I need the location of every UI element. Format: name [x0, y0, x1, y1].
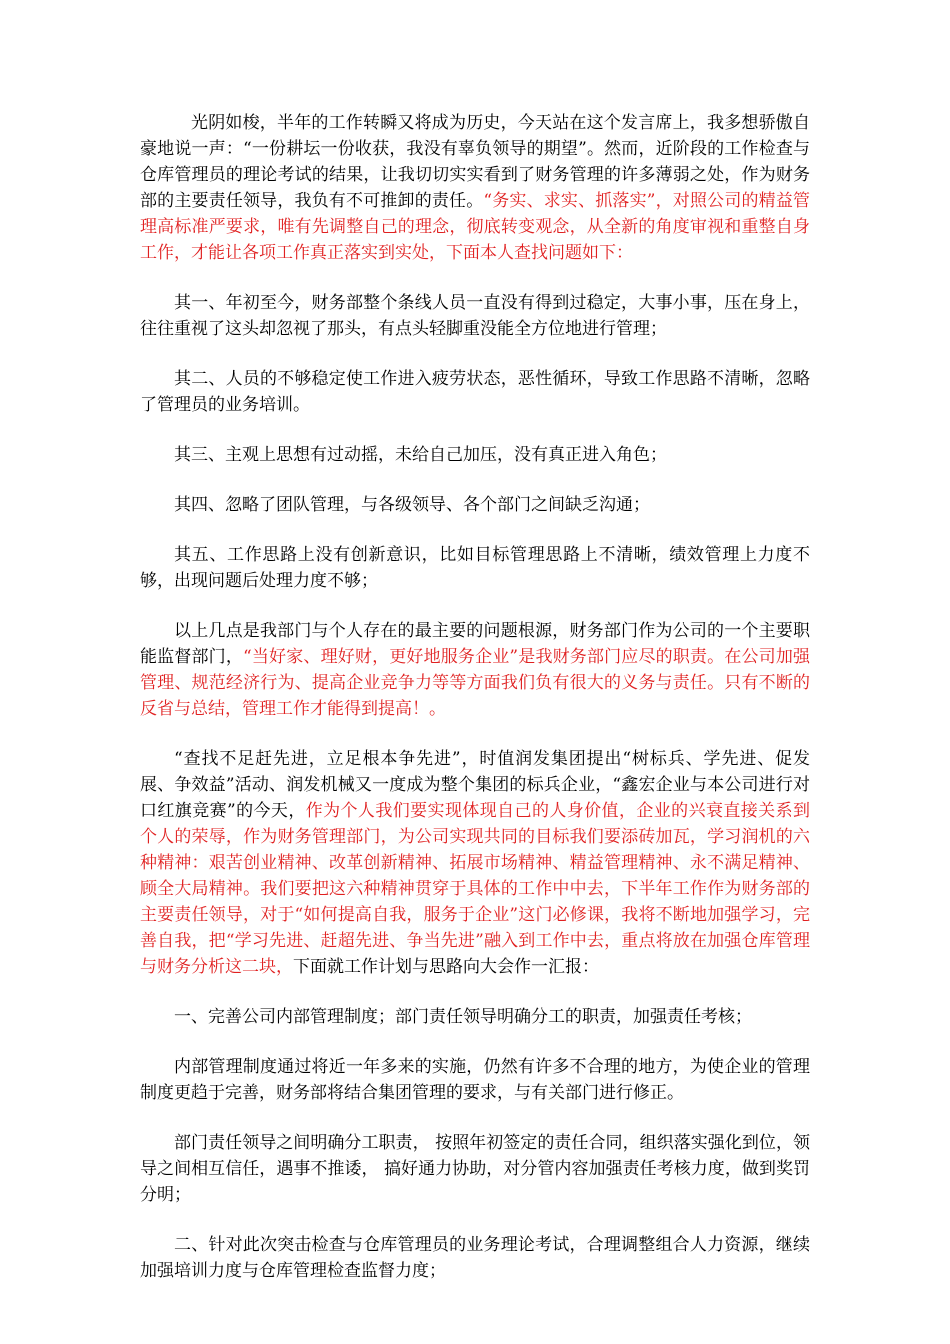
paragraph-issue-5 [140, 542, 810, 594]
text-segment: 部门责任领导之间明确分工职责， 按照年初签定的责任合同，组织落实强化到位，领导之间相互信任，遇事不推诿， 搞好通力协助，对分管内容加强责任考核力度，做到奖罚分明； [140, 1133, 810, 1205]
highlighted-text-segment: “当好家、理好财，更好地服务企业”是我财务部门应尽的职责。在公司加强管理、规范经济行为、提高企业竞争力等等方面我们负有很大的义务与责任。只有不断的反省与总结，管理工作才能得到提高！。 [140, 647, 811, 719]
text-segment: 一、完善公司内部管理制度；部门责任领导明确分工的职责，加强责任考核； [174, 1007, 752, 1027]
paragraph-plan-1b [140, 1130, 810, 1208]
paragraph-issue-3 [140, 442, 810, 468]
text-segment: “查找不足赶先进，立足根本争先进”，时值润发集团提出“树标兵、学先进、促发展、争效益”活动、润发机械又一度成为整个集团的标兵企业，“鑫宏企业与本公司进行对口红旗竞赛”的今天， [140, 749, 810, 821]
text-segment: 光阴如梭，半年的工作转瞬又将成为历史，今天站在这个发言席上，我多想骄傲自豪地说一声：“一份耕坛一份收获，我没有辜负领导的期望”。然而，近阶段的工作检查与仓库管理员的理论考试的结果，让我切切实实看到了财务管理的许多薄弱之处，作为财务部的主要责任领导，我负有不可推卸的责任。 [140, 113, 810, 211]
text-segment: 其三、主观上思想有过动摇，未给自己加压，没有真正进入角色； [174, 445, 667, 465]
paragraph-issue-2 [140, 366, 810, 418]
paragraph-summary [140, 618, 810, 722]
text-segment: 其四、忽略了团队管理，与各级领导、各个部门之间缺乏沟通； [174, 495, 650, 515]
paragraph-issue-4 [140, 492, 810, 518]
paragraph-spirit [140, 746, 810, 980]
text-segment: 以上几点是我部门与个人存在的最主要的问题根源，财务部门作为公司的一个主要职能监督部门， [140, 621, 810, 667]
text-segment: 其二、人员的不够稳定使工作进入疲劳状态，恶性循环，导致工作思路不清晰，忽略了管理员的业务培训。 [140, 369, 810, 415]
text-segment: 其五、工作思路上没有创新意识，比如目标管理思路上不清晰，绩效管理上力度不够，出现问题后处理力度不够； [140, 545, 810, 591]
text-segment: 内部管理制度通过将近一年多来的实施，仍然有许多不合理的地方，为使企业的管理制度更趋于完善，财务部将结合集团管理的要求，与有关部门进行修正。 [140, 1057, 810, 1103]
paragraph-issue-1 [140, 290, 810, 342]
highlighted-text-segment: 作为个人我们要实现体现自己的人身价值，企业的兴衰直接关系到个人的荣辱，作为财务管理部门，为公司实现共同的目标我们要添砖加瓦，学习润机的六种精神：艰苦创业精神、改革创新精神、拓展市场精神、精益管理精神、永不满足精神、顾全大局精神。我们要把这六种精神贯穿于具体的工作中中去，下半年工作作为财务部的主要责任领导，对于“如何提高自我，服务于企业”这门必修课，我将不断地加强学习，完善自我，把“学习先进、赶超先进、争当先进”融入到工作中去，重点将放在加强仓库管理与财务分析这二块， [140, 801, 810, 977]
highlighted-text-segment: “务实、求实、抓落实”，对照公司的精益管理高标准严要求，唯有先调整自己的理念，彻底转变观念，从全新的角度审视和重整自身工作，才能让各项工作真正落实到实处，下面本人查找问题如下： [140, 191, 810, 263]
paragraph-plan-1 [140, 1004, 810, 1030]
text-segment: 其一、年初至今，财务部整个条线人员一直没有得到过稳定，大事小事，压在身上，往往重视了这头却忽视了那头，有点头轻脚重没能全方位地进行管理； [140, 293, 810, 339]
paragraph-plan-2 [140, 1232, 810, 1284]
paragraph-plan-1a [140, 1054, 810, 1106]
paragraph-intro [140, 110, 810, 266]
text-segment: 下面就工作计划与思路向大会作一汇报： [293, 957, 599, 977]
text-segment: 二、针对此次突击检查与仓库管理员的业务理论考试，合理调整组合人力资源，继续加强培训力度与仓库管理检查监督力度； [140, 1235, 810, 1281]
